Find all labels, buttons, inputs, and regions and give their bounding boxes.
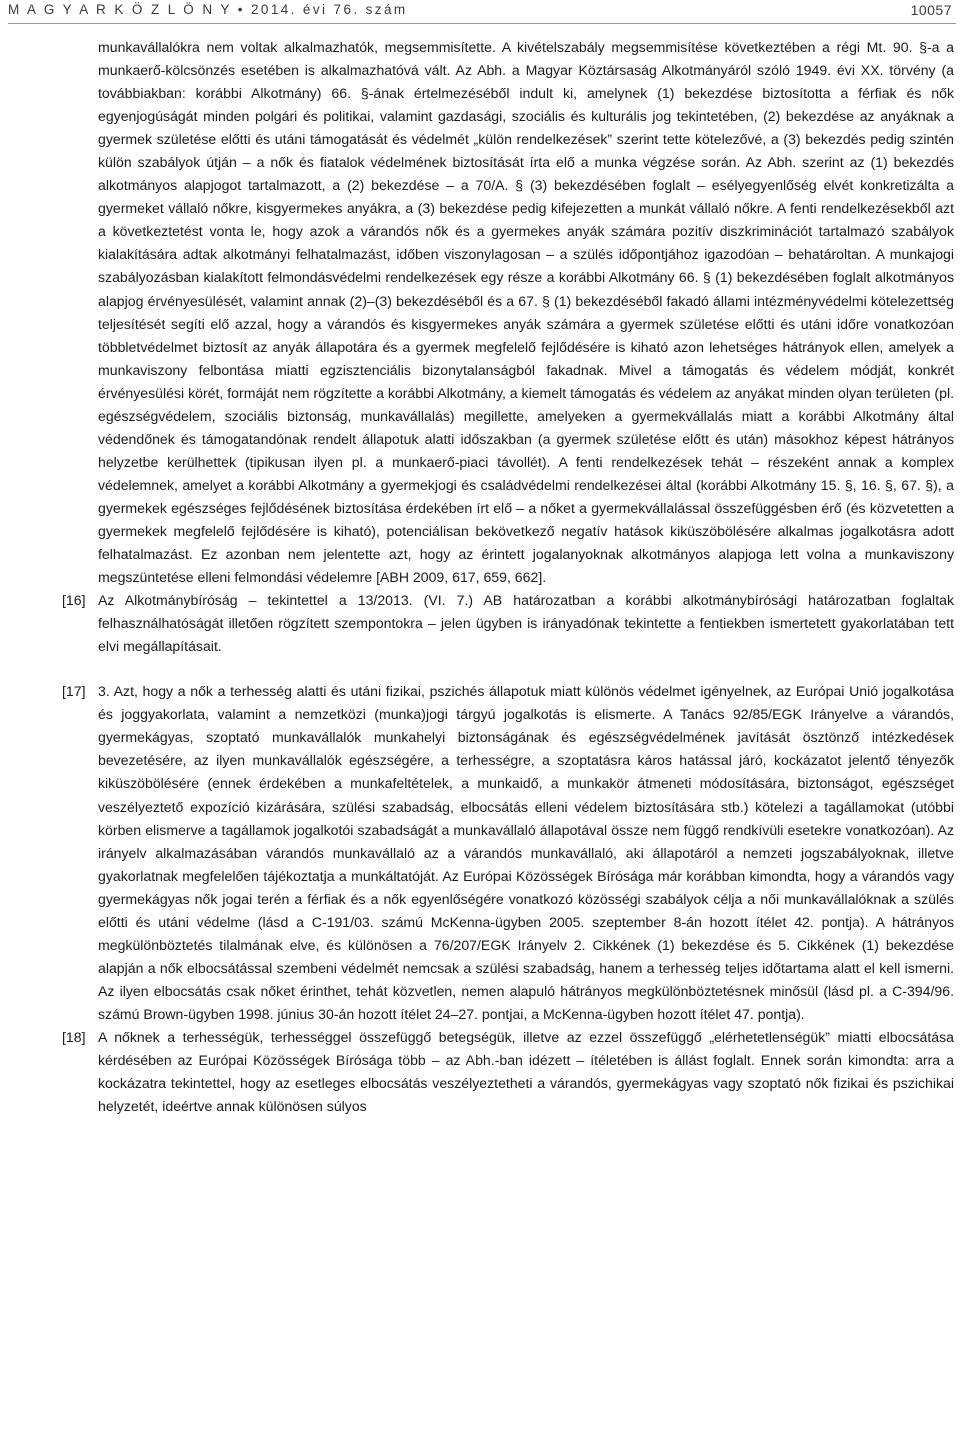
paragraph-number: [18]	[62, 1028, 86, 1045]
paragraph-number: [17]	[62, 683, 86, 700]
paragraph-number: [16]	[62, 592, 86, 609]
paragraph-spacer	[0, 658, 960, 680]
paragraph-text: A nőknek a terhességük, terhességgel összefüggő betegségük, illetve az ezzel összefüggő „elérhetetlenségük” miatti elbocsátása kérdésében az Európai Közösségek Bírósága több – az Abh.-ban idézett – ítéletében is állást foglalt. Ennek során kimondta: arra a kockázatra tekintettel, hogy az esetleges elbocsátás veszélyeztetheti a várandós, gyermekágyas vagy szoptató nők fizikai és pszichikai helyzetét, ideértve annak különösen súlyos	[98, 1028, 954, 1115]
paragraph-text: Az Alkotmánybíróság – tekintettel a 13/2013. (VI. 7.) AB határozatban a korábbi alkotmánybírósági határozatban foglaltak felhasználhatóságát illetően rögzített szempontokra – jelen ügyben is irányadónak tekintette a fentiekben ismertetett gyakorlatában tett elvi megállapításait.	[98, 592, 954, 655]
paragraph-18	[0, 1026, 960, 1118]
paragraph-continued	[0, 36, 960, 589]
paragraph-16	[0, 589, 960, 658]
document-body	[0, 36, 960, 1118]
paragraph-17	[0, 680, 960, 1026]
paragraph-text: munkavállalókra nem voltak alkalmazhatók, megsemmisítette. A kivételszabály megsemmisítése következtében a régi Mt. 90. §-a a munkaerő-kölcsönzés esetében is alkalmazhatóvá vált. Az Abh. a Magyar Köztársaság Alkotmányáról szóló 1949. évi XX. törvény (a továbbiakban: korábbi Alkotmány) 66. §-ának értelmezéséből indult ki, amelynek (1) bekezdése biztosította a férfiak és nők egyenjogúságát minden polgári és politikai, valamint gazdasági, szociális és kulturális jog tekintetében, (2) bekezdése az anyáknak a gyermek születése előtti és utáni támogatását és védelmét „külön rendelkezések” szerint tette kötelezővé, a (3) bekezdés pedig szintén külön szabályok útján – a nők és fiatalok védelmének biztosítását írta elő a munka végzése során. Az Abh. szerint az (1) bekezdés alkotmányos alapjogot tartalmazott, a (2) bekezdése – a 70/A. § (3) bekezdésében foglalt – esélyegyenlőség elvét konkretizálta a gyermeket vállaló nőkre, kisgyermekes anyákra, a (3) bekezdése pedig kifejezetten a munkát vállaló nőkre. A fenti rendelkezésekből azt a következtetést vonta le, hogy azok a várandós nők és a gyermekes anyák számára pozitív diszkriminációt tartalmazó szabályok kialakítására adtak alkotmányi felhatalmazást, időben viszonylagosan – a szülés időpontjához igazodóan – behatároltan. A munkajogi szabályozásban kialakított felmondásvédelmi rendelkezések egy része a korábbi Alkotmány 66. § (1) bekezdésében foglalt alkotmányos alapjog érvényesülését, valamint annak (2)–(3) bekezdéséből és a 67. § (1) bekezdéséből fakadó állami intézményvédelmi kötelezettség teljesítését segíti elő azzal, hogy a várandós és kisgyermekes anyák számára a gyermek születése előtti és utáni időre vonatkozóan többletvédelmet biztosít az anyák állapotára és a gyermek megfelelő fejlődésére is kiható azon lehetséges hátrányok ellen, amelyek a munkaviszony felbontása miatti egzisztenciális bizonytalanságból fakadnak. Mivel a támogatás és védelem módját, konkrét érvényesülési körét, formáját nem rögzítette a korábbi Alkotmány, a kiemelt támogatás és védelem az anyákat minden olyan területen (pl. egészségvédelem, szociális biztonság, munkavállalás) megillette, amelyeken a gyermekvállalás miatt a korábbi Alkotmány által védendőnek és támogatandónak rendelt állapotuk alatti időszakban (a gyermek születése előtt és után) másokhoz képest hátrányos helyzetbe kerülhettek (tipikusan ilyen pl. a munkaerő-piaci távollét). A fenti rendelkezések tehát – részeként annak a komplex védelemnek, amelyet a korábbi Alkotmány a gyermekjogi és családvédelmi rendelkezései által (korábbi Alkotmány 15. §, 16. §, 67. §), a gyermekek egészséges fejlődésének biztosítása érdekében írt elő – a nőket a gyermekvállalással összefüggésben érő (és közvetetten a gyermekek megfelelő fejlődésére is kiható), potenciálisan bekövetkező negatív hatások kiküszöbölésére alkalmas jogalkotásra adott felhatalmazást. Ez azonban nem jelentette azt, hogy az érintett jogalanyoknak alkotmányos alapjoga lett volna a munkaviszony megszüntetése elleni felmondási védelemre [ABH 2009, 617, 659, 662].	[98, 39, 954, 586]
running-title: M A G Y A R K Ö Z L Ö N Y • 2014. évi 76. szám	[8, 2, 408, 17]
page-header	[0, 0, 960, 24]
paragraph-text: 3. Azt, hogy a nők a terhesség alatti és utáni fizikai, pszichés állapotuk miatt különös védelmet igényelnek, az Európai Unió jogalkotása és joggyakorlata, valamint a nemzetközi (munka)jogi tárgyú jogalkotás is elismerte. A Tanács 92/85/EGK Irányelve a várandós, gyermekágyas, szoptató munkavállalók munkahelyi biztonságának és egészségvédelmének javítását ösztönző intézkedések bevezetésére, az ilyen munkavállalók egészségére, a terhességre, a szoptatásra káros hatással járó, kockázatot jelentő tényezők kiküszöbölésére (ennek érdekében a munkafeltételek, a munkaidő, a munkakör átmeneti módosítására, biztonságot, egészséget veszélyeztető expozíció kizárására, szülési szabadság, elbocsátás elleni védelem biztosítására stb.) kötelezi a tagállamokat (utóbbi körben elismerve a tagállamok jogalkotói szabadságát a munkavállaló állapotával össze nem függő rendkívüli esetekre vonatkozóan). Az irányelv alkalmazásában várandós munkavállaló az a várandós munkavállaló, aki állapotáról a nemzeti jogszabályoknak, illetve gyakorlatnak megfelelően tájékoztatja a munkáltatóját. Az Európai Közösségek Bírósága már korábban kimondta, hogy a várandós vagy gyermekágyas nők jogai terén a férfiak és a nők egyenlőségére vonatkozó közösségi szabályok célja a női munkavállalóknak a szülés előtti és utáni védelme (lásd a C-191/03. számú McKenna-ügyben 2005. szeptember 8-án hozott ítélet 42. pontja). A hátrányos megkülönböztetés tilalmának elve, és különösen a 76/207/EGK Irányelv 2. Cikkének (1) bekezdése és 5. Cikkének (1) bekezdése alapján a nők elbocsátással szembeni védelmét nemcsak a szülési szabadság, hanem a terhesség teljes időtartama alatt el kell ismerni. Az ilyen elbocsátás csak nőket érinthet, tehát közvetlen, nemen alapuló hátrányos megkülönböztetésnek minősül (lásd pl. a C-394/96. számú Brown-ügyben 1998. június 30-án hozott ítélet 24–27. pontjai, a McKenna-ügyben hozott ítélet 47. pontja).	[98, 683, 954, 1022]
page-number: 10057	[910, 2, 952, 18]
header-divider	[8, 23, 956, 24]
